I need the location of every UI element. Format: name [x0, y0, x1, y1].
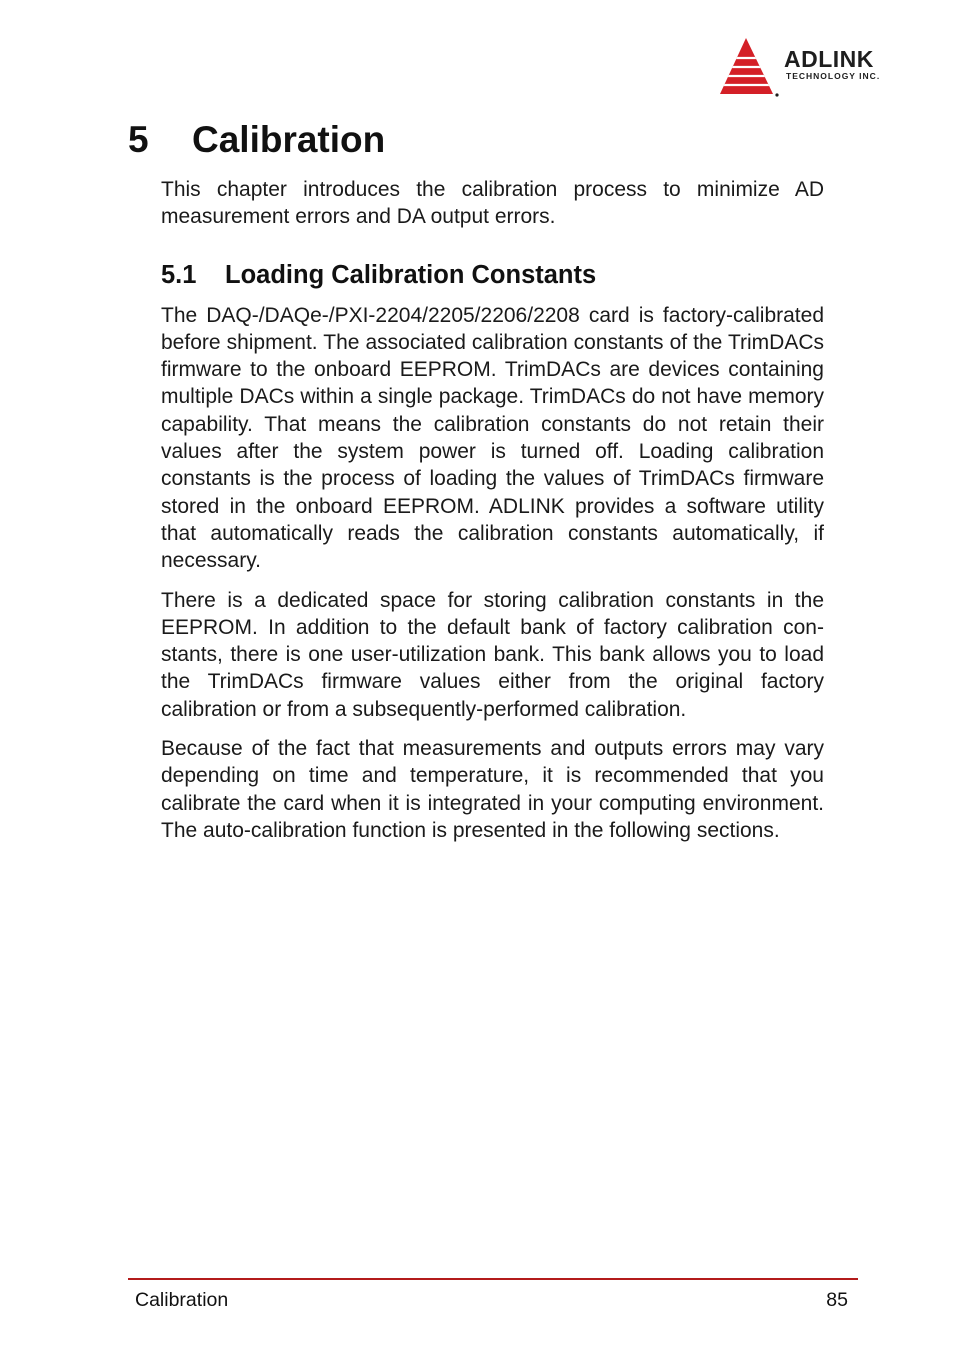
page-number: 85: [826, 1289, 848, 1311]
logo-wordmark: ADLINK: [784, 46, 874, 72]
section-title: Loading Calibration Constants: [225, 260, 597, 289]
footer-chapter-label: Calibration: [135, 1289, 229, 1311]
chapter-number: 5: [128, 119, 149, 160]
chapter-heading: [128, 118, 385, 162]
logo-subtitle: TECHNOLOGY INC.: [786, 71, 881, 81]
section-heading: [161, 259, 824, 291]
section-number: 5.1: [161, 260, 197, 289]
footer-rule: [128, 1278, 858, 1280]
paragraph-factory-calibration: The DAQ-/DAQe-/PXI-2204/2205/2206/2208 card is factory-calibrated before shipment. The associated calibration constants of the TrimDACs firmware to the onboard EEPROM. TrimDACs are devices containing multiple DACs within a single package. TrimDACs do not have memory capability. That means the calibration constants do not retain their values after the system power is turned off. Loading calibration constants is the process of loading the values of TrimDACs firmware stored in the onboard EEPROM. ADLINK provides a software utility that automatically reads the calibration constants automatically, if necessary.: [161, 303, 824, 573]
adlink-logo: [718, 36, 918, 100]
adlink-triangle-icon: [718, 36, 780, 100]
paragraph-eeprom-banks: There is a dedicated space for storing calibration constants in the EEPROM. In addition to the default bank of factory calibration constants, there is one user-utilization bank. This bank allows you to load the TrimDACs firmware values either from the original factory calibration or from a subsequently-performed calibration.: [161, 588, 824, 721]
page-content: [161, 176, 824, 844]
paragraph-recalibration: Because of the fact that measurements and outputs errors may vary depending on time and temperature, it is recommended that you calibrate the card when it is integrated in your computing environment. The auto-calibration function is presented in the following sections.: [161, 737, 824, 842]
chapter-intro: This chapter introduces the calibration process to minimize AD measurement errors and DA output errors.: [161, 178, 824, 229]
chapter-title: Calibration: [192, 119, 386, 160]
